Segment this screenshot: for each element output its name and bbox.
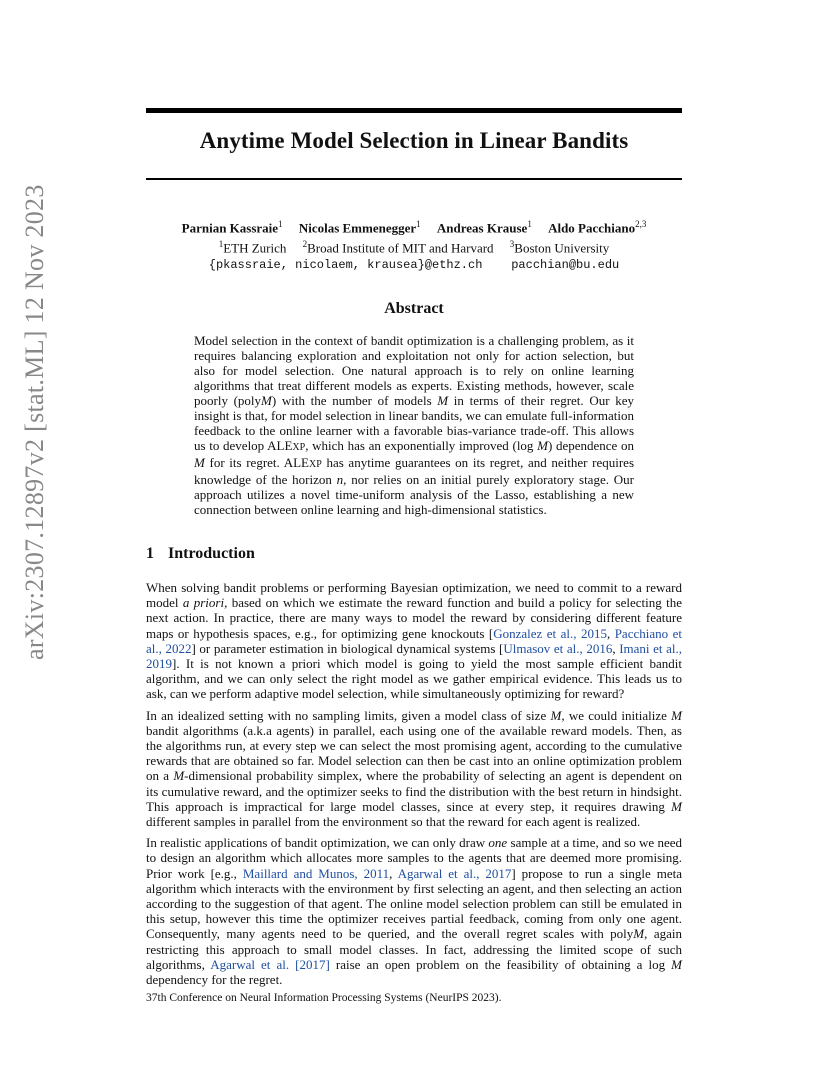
affiliations bbox=[146, 236, 682, 256]
affiliation-number: 1 bbox=[218, 239, 224, 250]
abstract-heading: Abstract bbox=[384, 300, 444, 317]
affiliation: Broad Institute of MIT and Harvard bbox=[307, 240, 494, 256]
paragraph: In realistic applications of bandit optimization, we can only draw one sample at a time, and so we need to design an algorithm which allocates more samples to the agents that are deemed more promising. Prior work [e.g., Maillard and Munos, 2011, Agarwal et al., 2017] propose to run a single meta algorithm which interacts with the environment by first selecting an agent, and then selecting an action according to the suggestion of that agent. The online model selection problem can still be emulated in this setup, however this time the optimizer receives partial feedback, coming from only one agent. Consequently, many agents need to be queried, and the overall regret scales with polyM, again restricting this approach to small model classes. In fact, addressing the limited scope of such algorithms, Agarwal et al. [2017] raise an open problem on the feasibility of obtaining a log M dependency for the regret. bbox=[146, 835, 682, 988]
citation-link[interactable]: Pacchiano et al., 2022 bbox=[146, 625, 682, 656]
author-affiliation-mark: 2,3 bbox=[635, 219, 647, 229]
affiliation-number: 3 bbox=[509, 239, 515, 250]
author-affiliation-mark: 1 bbox=[278, 219, 283, 229]
citation-link[interactable]: Agarwal et al. [2017] bbox=[210, 956, 330, 972]
citation-link[interactable]: Imani et al., 2019 bbox=[146, 640, 682, 672]
author-names bbox=[146, 216, 682, 236]
affiliation-number: 2 bbox=[302, 239, 308, 250]
author-emails bbox=[146, 257, 682, 273]
affiliation: ETH Zurich bbox=[223, 240, 287, 256]
email-bu: pacchian@bu.edu bbox=[511, 257, 620, 272]
conference-footer: 37th Conference on Neural Information Processing Systems (NeurIPS 2023). bbox=[146, 992, 502, 1004]
author-affiliation-mark: 1 bbox=[416, 219, 421, 229]
paper-title: Anytime Model Selection in Linear Bandits bbox=[199, 128, 629, 153]
affiliation: Boston University bbox=[514, 240, 610, 256]
section-number: 1 bbox=[146, 545, 154, 562]
abstract-body: Model selection in the context of bandit optimization is a challenging problem, as it requires balancing exploration and exploitation not only for action selection, but also for model selection. One natural approach is to rely on online learning algorithms that treat different models as experts. Existing methods, however, scale poorly (polyM) with the number of models M in terms of their regret. Our key insight is that, for model selection in linear bandits, we can emulate full-information feedback to the online learner with a favorable bias-variance trade-off. This allows us to develop ALEXP, which has an exponentially improved (log M) dependence on M for its regret. ALEXP has anytime guarantees on its regret, and neither requires knowledge of the horizon n, nor relies on an initial purely exploratory stage. Our approach utilizes a novel time-uniform analysis of the Lasso, establishing a new connection between online learning and high-dimensional statistics. bbox=[194, 333, 634, 517]
author-affiliation-mark: 1 bbox=[527, 219, 532, 229]
introduction-body bbox=[146, 580, 682, 993]
author-name: Aldo Pacchiano bbox=[548, 220, 636, 236]
author-name: Nicolas Emmenegger bbox=[298, 220, 417, 236]
author-name: Parnian Kassraie bbox=[181, 220, 279, 236]
author-block bbox=[146, 216, 682, 273]
paragraph: In an idealized setting with no sampling limits, given a model class of size M, we could initialize M bandit algorithms (a.k.a agents) in parallel, each using one of the available reward models. Then, as the algorithms run, at every step we can select the most promising agent, according to the cumulative rewards that are obtained so far. Model selection can then be cast into an online optimization problem on a M-dimensional probability simplex, where the probability of selecting an agent is dependent on its cumulative reward, and the optimizer seeks to find the distribution with the best return in hindsight. This approach is impractical for large model classes, since at every step, it requires drawing M different samples in parallel from the environment so that the reward for each agent is realized. bbox=[146, 707, 682, 830]
citation-link[interactable]: Maillard and Munos, 2011 bbox=[242, 865, 390, 881]
section-title: Introduction bbox=[168, 545, 255, 562]
citation-link[interactable]: Agarwal et al., 2017 bbox=[397, 865, 512, 881]
paragraph: When solving bandit problems or performing Bayesian optimization, we need to commit to a reward model a priori, based on which we estimate the reward function and build a policy for selecting the next action. In practice, there are many ways to model the reward by considering different feature maps or hypothesis spaces, e.g., for optimizing gene knockouts [Gonzalez et al., 2015, Pacchiano et al., 2022] or parameter estimation in biological dynamical systems [Ulmasov et al., 2016, Imani et al., 2019]. It is not known a priori which model is going to yield the most sample efficient bandit algorithm, and we can only select the right model as we gather empirical evidence. This leads us to ask, can we perform adaptive model selection, while simultaneously optimizing for reward? bbox=[146, 580, 683, 702]
section-heading bbox=[146, 545, 255, 563]
arxiv-side-label: arXiv:2307.12897v2 [stat.ML] 12 Nov 2023 bbox=[20, 184, 49, 660]
citation-link[interactable]: Gonzalez et al., 2015 bbox=[493, 625, 607, 641]
citation-link[interactable]: Ulmasov et al., 2016 bbox=[503, 640, 613, 656]
author-name: Andreas Krause bbox=[436, 220, 528, 236]
title-bottom-rule bbox=[146, 178, 682, 180]
email-eth: {pkassraie, nicolaem, krausea}@ethz.ch bbox=[208, 257, 483, 272]
title-top-rule bbox=[146, 108, 682, 113]
